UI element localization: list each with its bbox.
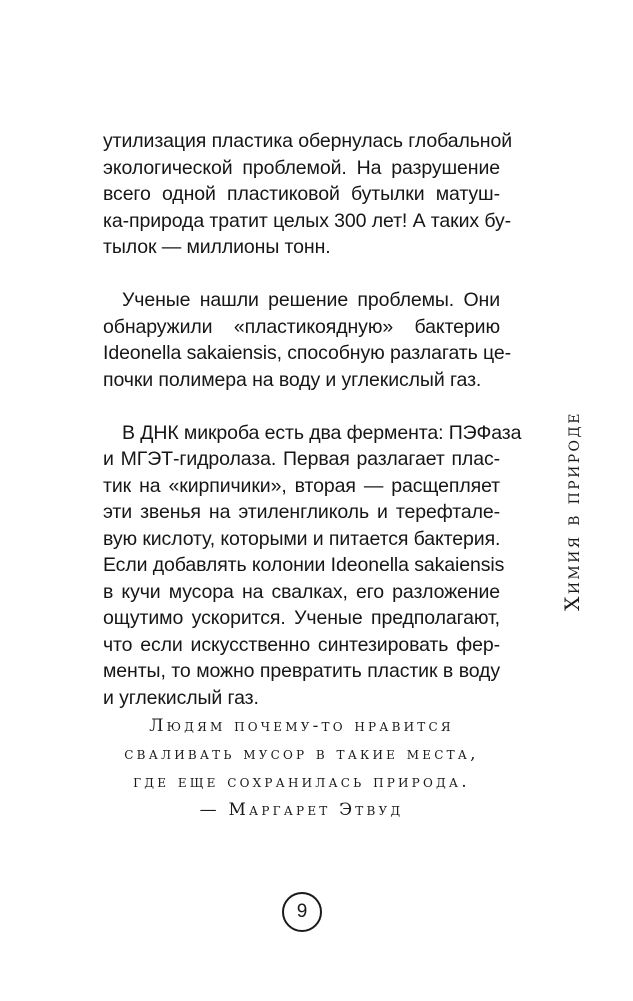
text-line: почки полимера на воду и углекислый газ. [103,368,482,391]
paragraph-1 [103,128,513,261]
text-line: менты, то можно превратить пластик в воду [103,660,500,682]
text-line: обнаружили «пластикоядную» бактерию [103,315,500,338]
text-line: и углекислый газ. [103,686,259,709]
body-text [103,128,522,711]
text-line: утилизация пластика обернулась глобальной [103,130,513,152]
epigraph-quote [103,712,500,824]
page-number: 9 [282,892,322,932]
paragraph-2 [103,287,511,393]
running-head [552,396,592,626]
text-line: Если добавлять колонии Ideonella sakaiensis [103,554,505,576]
text-line: Ученые нашли решение проблемы. Они [122,289,500,311]
text-line: тик на «кирпичики», вторая — расщепляет [103,474,500,497]
running-head-text: Химия в природе [560,411,585,611]
text-line: эти звенья на этиленгликоль и терефтале- [103,501,500,523]
text-line: Ideonella sakaiensis, способную разлагать це- [103,342,511,364]
text-line: ка-природа тратит целых 300 лет! А таких бу- [103,209,512,232]
text-line: тылок — миллионы тонн. [103,236,331,258]
text-line: ощутимо ускорится. Ученые предполагают, [103,607,500,629]
text-line: в кучи мусора на свалках, его разложение [103,580,500,603]
paragraph-3 [103,420,522,712]
quote-line: где еще сохранилась природа. [133,772,470,792]
quote-line: Людям почему-то нравится [149,716,454,736]
text-line: экологической проблемой. На разрушение [103,156,500,179]
text-line: всего одной пластиковой бутылки матуш- [103,183,500,205]
quote-attribution: — Маргарет Этвуд [199,800,404,820]
text-line: что если искусственно синтезировать фер- [103,633,500,656]
text-line: вую кислоту, которыми и питается бактерия. [103,527,501,550]
text-line: и МГЭТ-гидролаза. Первая разлагает плас- [103,448,500,470]
quote-line: сваливать мусор в такие места, [124,744,479,764]
text-line: В ДНК микроба есть два фермента: ПЭФаза [122,421,522,444]
